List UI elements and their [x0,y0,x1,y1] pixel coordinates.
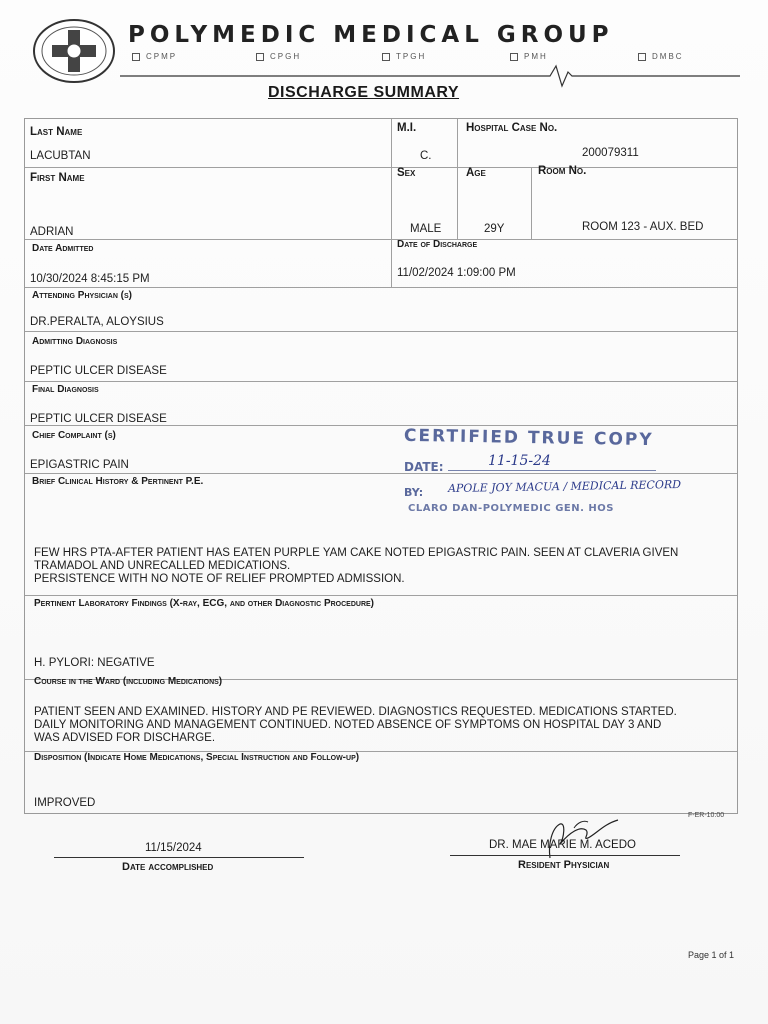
branch-item: DMBC [638,52,684,61]
checkbox-icon [638,53,646,61]
lab-findings-value: H. PYLORI: NEGATIVE [34,657,155,669]
final-diagnosis-label: Final Diagnosis [32,384,99,395]
final-diagnosis-value: PEPTIC ULCER DISEASE [30,413,167,425]
polymedic-logo [32,18,116,84]
disposition-label: Disposition (Indicate Home Medications, Special Instruction and Follow-up) [34,752,360,763]
physician-value: DR.PERALTA, ALOYSIUS [30,316,164,328]
stamp-by-value: APOLE JOY MACUA / MEDICAL RECORD [447,477,682,496]
room-label: Room No. [538,165,587,177]
age-label: Age [466,167,486,179]
document-title: DISCHARGE SUMMARY [268,84,460,101]
date-admitted-value: 10/30/2024 8:45:15 PM [30,273,150,285]
course-text: PATIENT SEEN AND EXAMINED. HISTORY AND PE REVIEWED. DIAGNOSTICS REQUESTED. MEDICATIONS STARTED. DAILY MONITORING AND MANAGEMENT CONTINUED. NOTED ABSENCE OF SYMPTOMS ON HOSPITAL DAY 3 AND WAS ADVISED FOR DISCHARGE. [34,706,677,744]
checkbox-icon [510,53,518,61]
checkbox-icon [382,53,390,61]
checkbox-icon [256,53,264,61]
resident-physician-line [450,855,680,856]
branch-item: TPGH [382,52,426,61]
age-value: 29Y [484,223,505,235]
admitting-diagnosis-label: Admitting Diagnosis [32,336,118,347]
branch-item: CPGH [256,52,301,61]
stamp-department: CLARO DAN-POLYMEDIC GEN. HOS [408,503,614,514]
date-accomplished-line [54,857,304,858]
last-name-value: LACUBTAN [30,150,91,162]
date-admitted-label: Date Admitted [32,243,94,254]
mi-value: C. [420,150,432,162]
page-number: Page 1 of 1 [688,950,735,960]
clinical-history-label: Brief Clinical History & Pertinent P.E. [32,476,204,487]
form-code: F-ER-10:00 [688,812,725,819]
course-label: Course in the Ward (including Medications) [34,676,223,687]
mi-label: M.I. [397,122,417,134]
clinical-history-text: FEW HRS PTA-AFTER PATIENT HAS EATEN PURPLE YAM CAKE NOTED EPIGASTRIC PAIN. SEEN AT CLAVERIA GIVEN TRAMADOL AND UNRECALLED MEDICATIONS. PERSISTENCE WITH NO NOTE OF RELIEF PROMPTED ADMISSION. [34,547,679,585]
branch-item: PMH [510,52,548,61]
disposition-value: IMPROVED [34,797,96,809]
physician-label: Attending Physician (s) [32,290,133,301]
case-no-label: Hospital Case No. [466,122,558,134]
room-value: ROOM 123 - AUX. BED [582,221,704,233]
sex-value: MALE [410,223,442,235]
resident-physician-name: DR. MAE MARIE M. ACEDO [489,839,636,851]
date-discharge-label: Date of Discharge [397,239,478,250]
lab-findings-label: Pertinent Laboratory Findings (X-ray, ECG, and other Diagnostic Procedure) [34,598,375,609]
case-no-value: 200079311 [582,147,639,159]
stamp-date-label: DATE: [404,460,444,474]
date-accomplished-label: Date accomplished [122,861,214,873]
sex-label: Sex [397,167,416,179]
date-discharge-value: 11/02/2024 1:09:00 PM [397,267,516,279]
first-name-label: First Name [30,172,85,184]
stamp-by-label: BY: [404,486,424,499]
stamp-date-line [448,470,656,471]
stamp-date-value: 11-15-24 [488,453,551,469]
admitting-diagnosis-value: PEPTIC ULCER DISEASE [30,365,167,377]
organization-name: POLYMEDIC MEDICAL GROUP [128,22,614,48]
chief-complaint-value: EPIGASTRIC PAIN [30,459,129,471]
resident-physician-label: Resident Physician [518,859,610,871]
branch-item: CPMP [132,52,177,61]
chief-complaint-label: Chief Complaint (s) [32,430,116,441]
last-name-label: Last Name [30,126,83,138]
certified-stamp-title: CERTIFIED TRUE COPY [403,425,654,451]
first-name-value: ADRIAN [30,226,74,238]
date-accomplished-value: 11/15/2024 [145,842,202,854]
checkbox-icon [132,53,140,61]
